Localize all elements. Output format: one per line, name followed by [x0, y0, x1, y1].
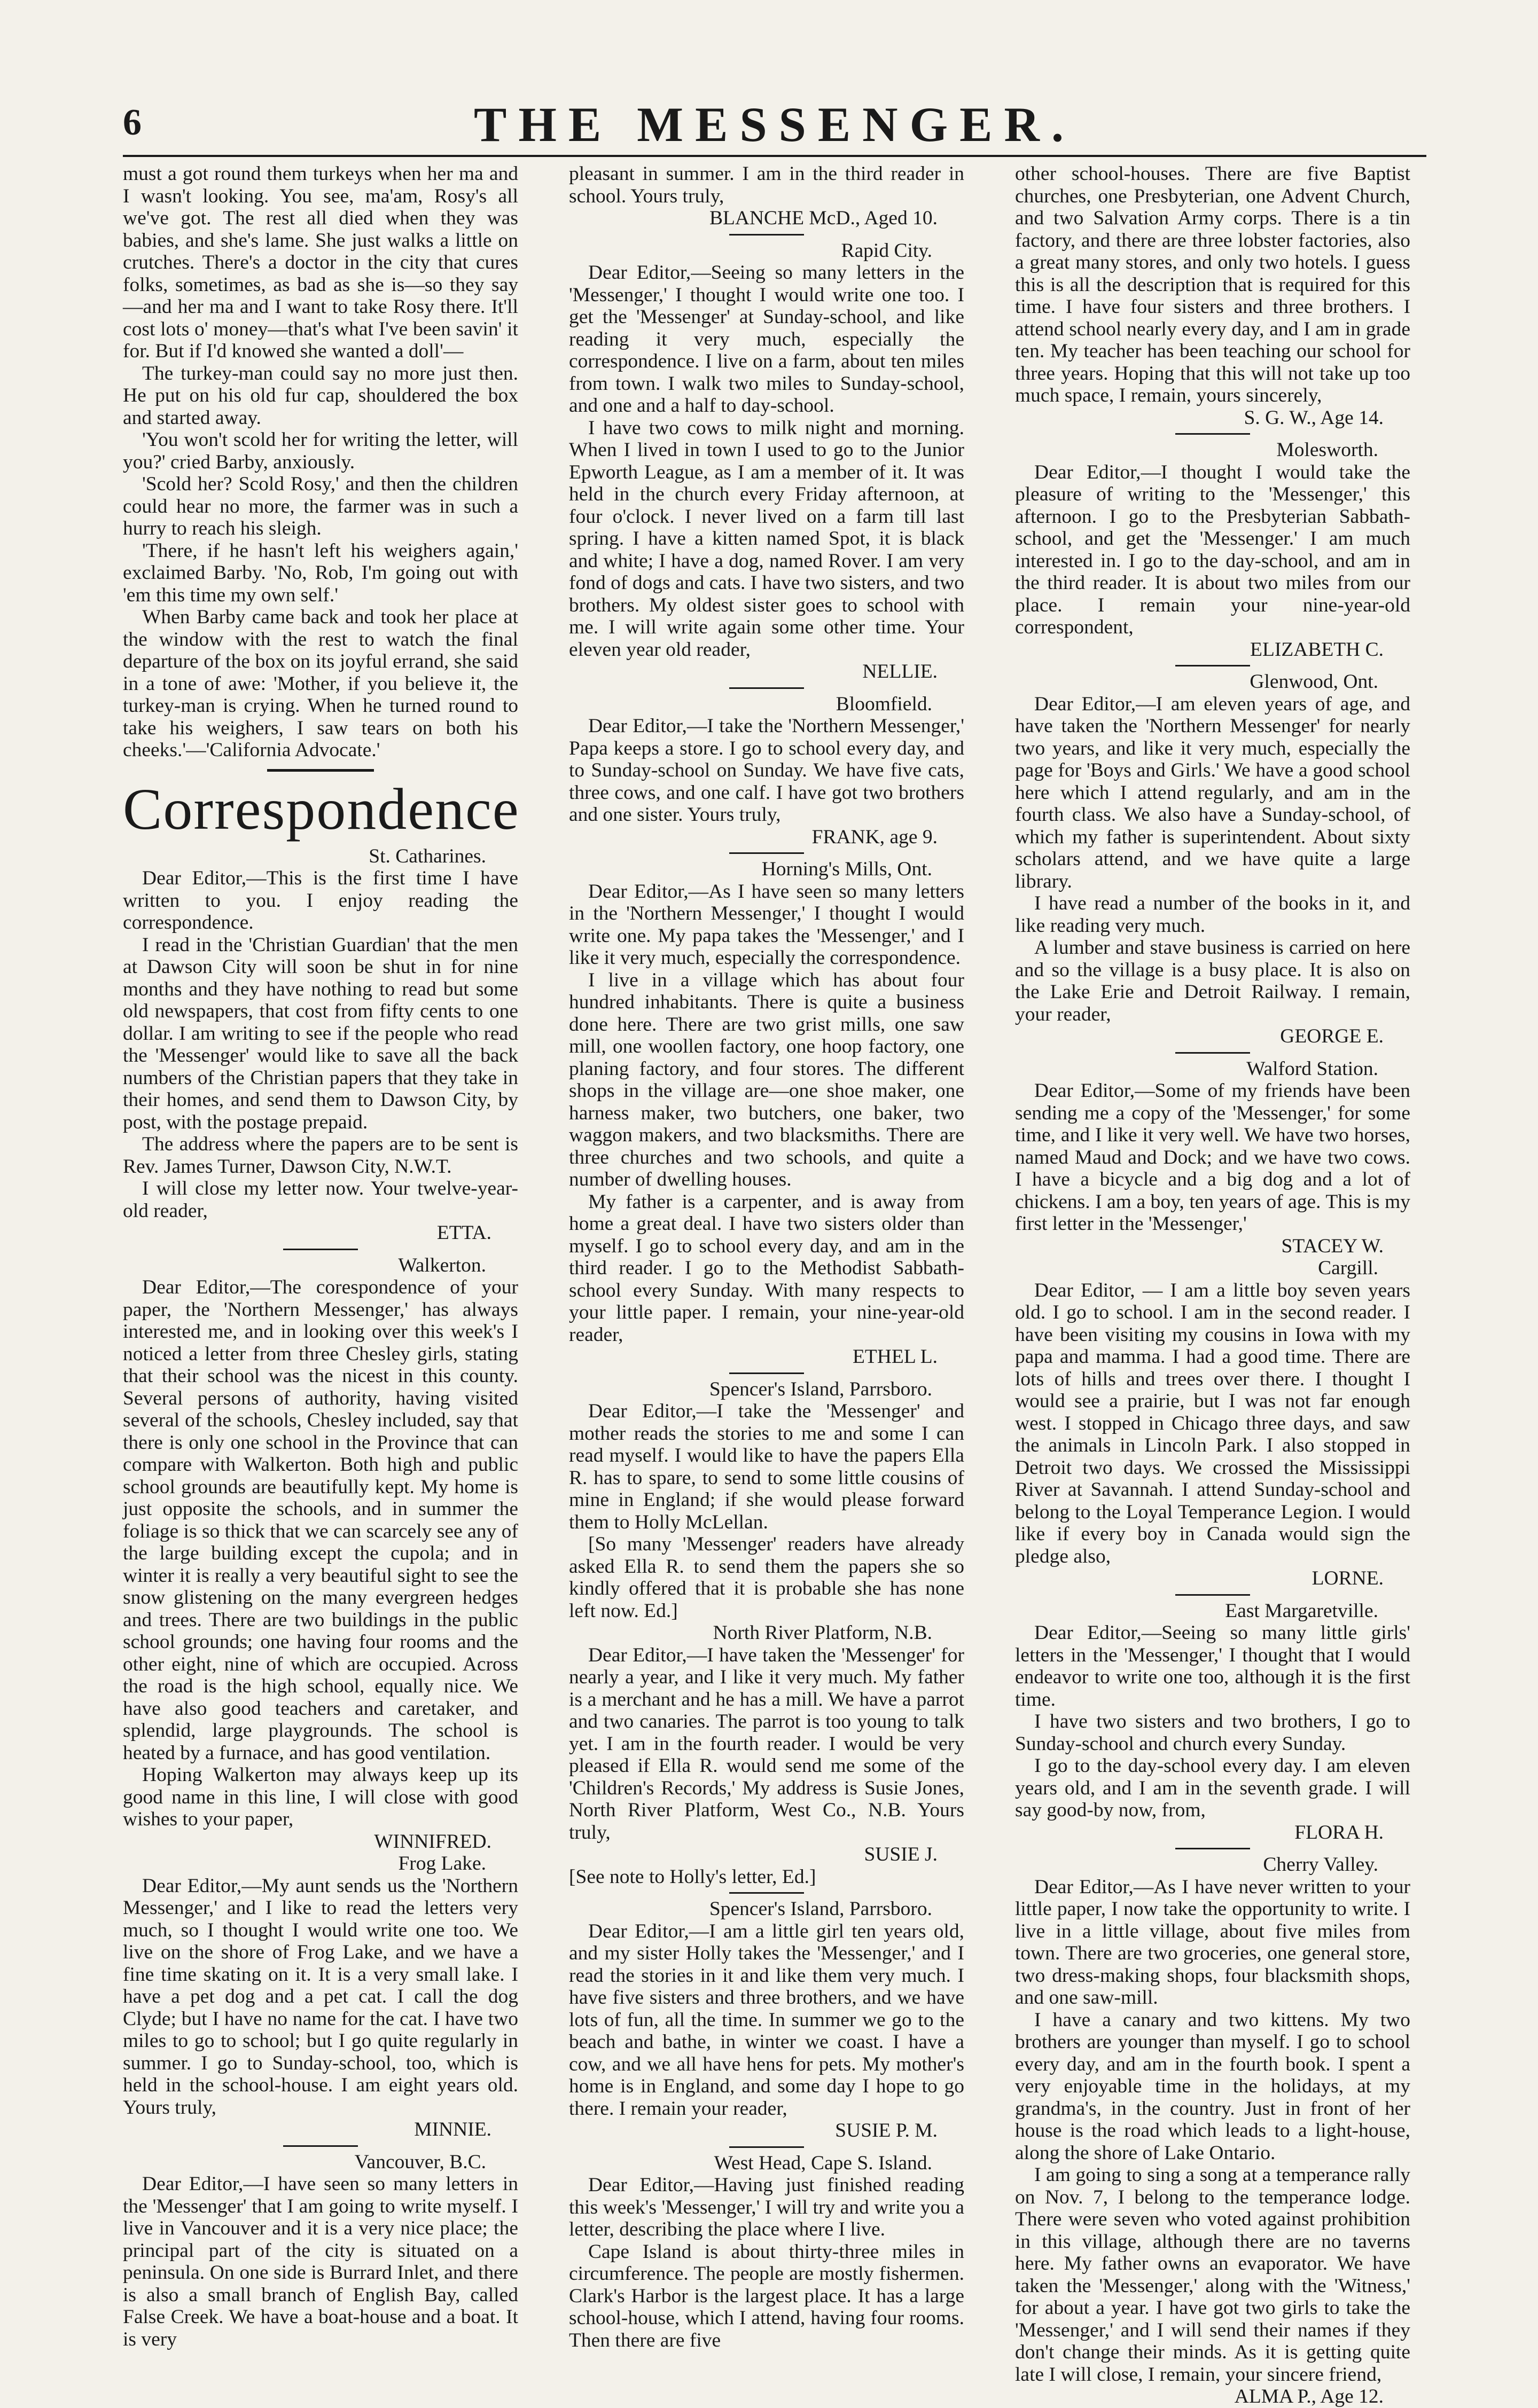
editor-note: [So many 'Messenger' readers have already asked Ella R. to send them the papers she so kindly offered that it is probable she has none left now. Ed.]: [569, 1533, 964, 1622]
letter-place: North River Platform, N.B.: [713, 1622, 932, 1644]
letter-divider: [283, 2145, 358, 2147]
letter-paragraph: A lumber and stave business is carried on here and so the village is a busy place. It is also on the Lake Erie and Detroit Railway. I remain, your reader,: [1015, 937, 1410, 1025]
letter-signature: SUSIE J.: [864, 1844, 938, 1865]
letter-place: Spencer's Island, Parrsboro.: [709, 1378, 932, 1400]
letter-paragraph: other school-houses. There are five Baptist churches, one Presbyterian, one Advent Church, and two Salvation Army corps. There is a tin factory, and there are three lobster factories, also a great many stores, and only two hotels. I guess this is all the description that is required for this time. I have four sisters and three brothers. I attend school nearly every day, and I am in grade ten. My teacher has been teaching our school for three years. Hoping that this will not take up too much space, I remain, yours sincerely,: [1015, 163, 1410, 406]
letter-divider: [729, 1372, 804, 1374]
letter-place: Rapid City.: [841, 239, 932, 262]
letter-place: Walford Station.: [1246, 1057, 1378, 1080]
letter-paragraph: Dear Editor,—I thought I would take the pleasure of writing to the 'Messenger,' this afternoon. I go to the Presbyterian Sabbath-school, and get the 'Messenger.' I am much interested in. I go to the day-school, and am in the third reader. It is about two miles from our place. I remain your nine-year-old correspondent,: [1015, 461, 1410, 638]
letter-divider: [729, 687, 804, 689]
letter-divider: [1175, 1594, 1250, 1596]
letter-signature: ELIZABETH C.: [1250, 638, 1384, 661]
letter-place: St. Catharines.: [369, 845, 486, 867]
section-heading: Correspondence: [123, 776, 520, 842]
letter-paragraph: Dear Editor,—I take the 'Northern Messenger,' Papa keeps a store. I go to school every day, and to Sunday-school on Sunday. We have five cats, three cows, and one calf. I have got two brothers and one sister. Yours truly,: [569, 715, 964, 826]
letter-signature: S. G. W., Age 14.: [1244, 406, 1384, 429]
letter-paragraph: Dear Editor,—My aunt sends us the 'Northern Messenger,' and I like to read the letters very much, so I thought I would write one too. We live on the shore of Frog Lake, and we have a fine time skating on it. It is a very small lake. I have a pet dog and a pet cat. I call the dog Clyde; but I have no name for the cat. I have two miles to go to school; but I go quite regularly in summer. I go to Sunday-school, too, which is held in the school-house. I am eight years old. Yours truly,: [123, 1874, 518, 2119]
letter-place: Cherry Valley.: [1263, 1854, 1378, 1876]
letter-paragraph: Dear Editor,—Some of my friends have been sending me a copy of the 'Messenger,' for some time, and I like it very well. We have two horses, named Maud and Dock; and we have two cows. I have a bicycle and a big dog and a lot of chickens. I am a boy, ten years of age. This is my first letter in the 'Messenger,': [1015, 1080, 1410, 1235]
letter-place: Bloomfield.: [836, 693, 932, 715]
letter-paragraph: Dear Editor,—I have seen so many letters in the 'Messenger' that I am going to write myself. I live in Vancouver and it is a very nice place; the principal part of the city is situated on a peninsula. On one side is Burrard Inlet, and there is also a small branch of English Bay, called False Creek. We have a boat-house and a boat. It is very: [123, 2173, 518, 2350]
letter-place: Vancouver, B.C.: [354, 2151, 486, 2173]
letter-place: West Head, Cape S. Island.: [714, 2152, 932, 2174]
editor-note: [See note to Holly's letter, Ed.]: [569, 1865, 816, 1888]
letter-paragraph: I have a canary and two kittens. My two brothers are younger than myself. I go to school every day, and am in the fourth book. I spent a very enjoyable time in the holidays, at my grandma's, in the country. Just in front of her house is the road which leads to a light-house, along the shore of Lake Ontario.: [1015, 2009, 1410, 2164]
story-paragraph: must a got round them turkeys when her ma and I wasn't looking. You see, ma'am, Rosy's all we've got. The rest all died when they was babies, and she's lame. She just walks a little on crutches. There's a doctor in the city that cures folks, sometimes, as bad as she is—so they say—and her ma and I want to take Rosy there. It'll cost lots o' money—that's what I've been savin' it for. But if I'd knowed she wanted a doll'—: [123, 163, 518, 362]
letter-paragraph: Cape Island is about thirty-three miles in circumference. The people are mostly fishermen. Clark's Harbor is the largest place. It has a large school-house, which I attend, having four rooms. Then there are five: [569, 2240, 964, 2351]
letter-divider: [1175, 1052, 1250, 1054]
page-number: 6: [123, 102, 142, 143]
letter-signature: ETTA.: [436, 1222, 491, 1244]
letter-place: Frog Lake.: [398, 1853, 486, 1874]
story-paragraph: When Barby came back and took her place at the window with the rest to watch the final departure of the box on its joyful errand, she said in a tone of awe: 'Mother, if you believe it, the turkey-man is crying. When he turned round to take his weighers, I saw tears on both his cheeks.'—'California Advocate.': [123, 606, 518, 761]
column-2: [569, 163, 964, 2351]
letter-paragraph: I live in a village which has about four hundred inhabitants. There is quite a business done here. There are two grist mills, one saw mill, one woollen factory, one hoop factory, one planing factory, and four stores. The different shops in the village are—one shoe maker, one harness maker, two butchers, one baker, two waggon makers, and two blacksmiths. There are three churches and two schools, and quite a number of dwelling houses.: [569, 969, 964, 1190]
letter-signature: FLORA H.: [1294, 1821, 1384, 1844]
letter-paragraph: Dear Editor, — I am a little boy seven years old. I go to school. I am in the second reader. I have been visiting my cousins in Iowa with my papa and mamma. I had a good time. There are lots of hills and trees over there. I thought I would see a prairie, but I was not far enough west. I stopped in Chicago three days, and saw the animals in Lincoln Park. I also stopped in Detroit two days. We crossed the Mississippi River at Savannah. I attend Sunday-school and belong to the Loyal Temperance Legion. I would like if every boy in Canada would sign the pledge also,: [1015, 1279, 1410, 1567]
story-paragraph: 'You won't scold her for writing the letter, will you?' cried Barby, anxiously.: [123, 429, 518, 473]
letter-divider: [729, 852, 804, 854]
letter-place: Horning's Mills, Ont.: [761, 858, 932, 880]
letter-divider: [729, 2146, 804, 2148]
letter-divider: [283, 1249, 358, 1250]
letter-paragraph: I will close my letter now. Your twelve-year-old reader,: [123, 1178, 518, 1222]
letter-paragraph: Dear Editor,—Seeing so many letters in the 'Messenger,' I thought I would write one too. I get the 'Messenger' at Sunday-school, and like reading it very much, especially the correspondence. I live on a farm, about ten miles from town. I walk two miles to Sunday-school, and one and a half to day-school.: [569, 262, 964, 417]
letter-signature: WINNIFRED.: [374, 1830, 491, 1853]
story-paragraph: The turkey-man could say no more just then. He put on his old fur cap, shouldered the box and started away.: [123, 362, 518, 429]
letter-paragraph: I have two sisters and two brothers, I go to Sunday-school and church every Sunday.: [1015, 1711, 1410, 1755]
letter-paragraph: I go to the day-school every day. I am eleven years old, and I am in the seventh grade. I will say good-by now, from,: [1015, 1755, 1410, 1821]
letter-paragraph: My father is a carpenter, and is away from home a great deal. I have two sisters older than myself. I go to school every day, and am in the third reader. I go to the Methodist Sabbath-school every Sunday. With many respects to your little paper. I remain, your nine-year-old reader,: [569, 1190, 964, 1346]
letter-place: Walkerton.: [398, 1254, 486, 1276]
letter-place: Glenwood, Ont.: [1250, 671, 1378, 693]
section-divider: [267, 769, 374, 772]
column-1: [123, 163, 520, 2350]
letter-signature: NELLIE.: [862, 661, 938, 683]
letter-paragraph: Dear Editor,—This is the first time I have written to you. I enjoy reading the correspondence.: [123, 867, 518, 934]
letter-signature: SUSIE P. M.: [835, 2120, 938, 2142]
page-header: [123, 96, 1426, 157]
letter-paragraph: Dear Editor,—Seeing so many little girls' letters in the 'Messenger,' I thought that I would endeavor to write one too, although it is the first time.: [1015, 1622, 1410, 1711]
letter-place: Spencer's Island, Parrsboro.: [709, 1898, 932, 1920]
letter-paragraph: I have two cows to milk night and morning. When I lived in town I used to go to the Junior Epworth League, as I am a member of it. It was held in the church every Friday afternoon, at four o'clock. I never lived on a farm till last spring. I have a kitten named Spot, it is black and white; I have a dog, named Rover. I am very fond of dogs and cats. I have two sisters, and two brothers. My oldest sister goes to school with me. I will write again some other time. Your eleven year old reader,: [569, 417, 964, 661]
letter-signature: ETHEL L.: [853, 1346, 938, 1368]
letter-place: Cargill.: [1318, 1257, 1378, 1279]
letter-paragraph: Dear Editor,—As I have never written to your little paper, I now take the opportunity to write. I live in a little village, about five miles from town. There are two groceries, one general store, two dress-making shops, four blacksmith shops, and one saw-mill.: [1015, 1876, 1410, 2009]
letter-signature: BLANCHE McD., Aged 10.: [709, 207, 938, 229]
letter-paragraph: Dear Editor,—I am eleven years of age, and have taken the 'Northern Messenger' for nearly two years, and like it very much, especially the page for 'Boys and Girls.' We have a good school here which I attend regularly, and am in the fourth class. We also have a Sunday-school, of which my father is superintendent. About sixty scholars attend, and we have quite a large library.: [1015, 693, 1410, 892]
letter-signature: ALMA P., Age 12.: [1234, 2386, 1384, 2407]
letter-paragraph: Hoping Walkerton may always keep up its good name in this line, I will close with good wishes to your paper,: [123, 1764, 518, 1830]
masthead-title: THE MESSENGER.: [474, 97, 1075, 152]
letter-paragraph: Dear Editor,—The corespondence of your paper, the 'Northern Messenger,' has always interested me, and in looking over this week's I noticed a letter from three Chesley girls, stating that their school was the nicest in this county. Several persons of authority, having visited several of the schools, Chesley included, say that there is only one school in the Province that can compare with Walkerton. Both high and public school grounds are beautifully kept. My home is just opposite the schools, and in summer the foliage is so thick that we can scarcely see any of the large building except the cupola; and in winter it is really a very beautiful sight to see the snow glistening on the many evergreen hedges and trees. There are two buildings in the public school grounds; one having four rooms and the other eight, nine of which are occupied. Across the road is the high school, equally nice. We have also good teachers and caretaker, and splendid, large playgrounds. The school is heated by a furnace, and has good ventilation.: [123, 1276, 518, 1764]
letter-signature: LORNE.: [1311, 1567, 1384, 1589]
letter-divider: [1175, 1848, 1250, 1849]
story-paragraph: 'Scold her? Scold Rosy,' and then the children could hear no more, the farmer was in such a hurry to reach his sleigh.: [123, 473, 518, 539]
letter-signature: STACEY W.: [1281, 1235, 1384, 1257]
letter-divider: [729, 234, 804, 236]
letter-signature: FRANK, age 9.: [811, 826, 938, 848]
letter-paragraph: Dear Editor,—Having just finished reading this week's 'Messenger,' I will try and write you a letter, describing the place where I live.: [569, 2174, 964, 2240]
letter-paragraph: Dear Editor,—As I have seen so many letters in the 'Northern Messenger,' I thought I would write one. My papa takes the 'Messenger,' and I like it very much, especially the correspondence.: [569, 880, 964, 969]
letter-place: Molesworth.: [1276, 439, 1378, 461]
letter-paragraph: I read in the 'Christian Guardian' that the men at Dawson City will soon be shut in for nine months and they have nothing to read but some old newspapers, that cost from fifty cents to one dollar. I am writing to see if the people who read the 'Messenger' would like to save all the back numbers of the Christian papers that they take in their homes, and send them to Dawson City, by post, with the postage prepaid.: [123, 934, 518, 1133]
letter-divider: [729, 1892, 804, 1894]
letter-signature: GEORGE E.: [1280, 1025, 1384, 1047]
letter-paragraph: Dear Editor,—I am a little girl ten years old, and my sister Holly takes the 'Messenger,' and I read the stories in it and like them very much. I have five sisters and three brothers, and we have lots of fun, all the time. In summer we go to the beach and bathe, in winter we coast. I have a cow, and we all have hens for pets. My mother's home is in England, and some day I hope to go there. I remain your reader,: [569, 1920, 964, 2120]
story-paragraph: 'There, if he hasn't left his weighers again,' exclaimed Barby. 'No, Rob, I'm going out with 'em this time my own self.': [123, 539, 518, 606]
letter-paragraph: Dear Editor,—I take the 'Messenger' and mother reads the stories to me and some I can read myself. I would like to have the papers Ella R. has to spare, to send to some little cousins of mine in England; if she would please forward them to Holly McLellan.: [569, 1400, 964, 1533]
letter-place: East Margaretville.: [1225, 1599, 1378, 1622]
letter-paragraph: I am going to sing a song at a temperance rally on Nov. 7, I belong to the temperance lodge. There were seven who voted against prohibition in this village, although there are no taverns here. My father owns an evaporator. We have taken the 'Messenger,' along with the 'Witness,' for about a year. I have got two girls to take the 'Messenger,' and I will send their names if they don't change their minds. As it is getting quite late I will close, I remain, your sincere friend,: [1015, 2164, 1410, 2386]
letter-signature: MINNIE.: [414, 2119, 491, 2140]
letter-paragraph: pleasant in summer. I am in the third reader in school. Yours truly,: [569, 163, 964, 207]
column-3: [1015, 163, 1410, 2407]
letter-divider: [1175, 433, 1250, 435]
letter-paragraph: The address where the papers are to be sent is Rev. James Turner, Dawson City, N.W.T.: [123, 1133, 518, 1178]
letter-divider: [1175, 665, 1250, 666]
letter-paragraph: I have read a number of the books in it, and like reading very much.: [1015, 892, 1410, 937]
letter-paragraph: Dear Editor,—I have taken the 'Messenger' for nearly a year, and I like it very much. My father is a merchant and he has a mill. We have a parrot and two canaries. The parrot is too young to talk yet. I am in the fourth reader. I would be very pleased if Ella R. would send me some of the 'Children's Records,' My address is Susie Jones, North River Platform, West Co., N.B. Yours truly,: [569, 1644, 964, 1844]
